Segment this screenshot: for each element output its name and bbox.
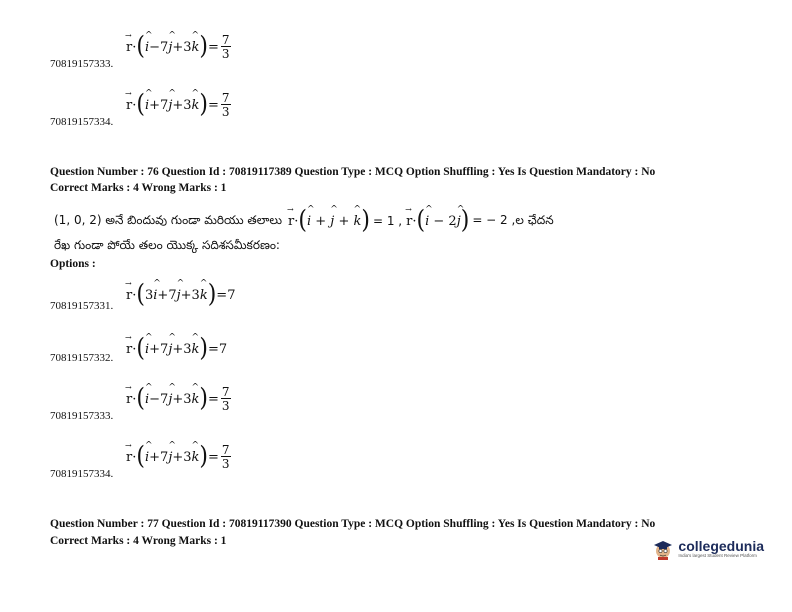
options-label: Options : <box>50 258 96 270</box>
question-header: Question Number : 77 Question Id : 70819117390 Question Type : MCQ Option Shuffling : Yes Is Question Mandatory : No <box>50 518 656 530</box>
question-text-line2: రేఖ గుండా పోయే తలం యొక్క సదిశసమీకరణం: <box>54 238 280 252</box>
option-id: 70819157333. <box>50 410 114 422</box>
logo-name: collegedunia <box>678 538 764 555</box>
logo-tagline: India's largest Student Review Platform <box>678 553 757 559</box>
collegedunia-logo <box>652 538 764 560</box>
option-expression: → r · ( 3 ^ i + 7 ^ j + 3 ^ k ) =7 <box>126 284 235 306</box>
question-text: (1, 0, 2) అనే బిందువు గుండా మరియు తలాలు → r · ( ^ i + ^ j + ^ k ) = 1 , → r · ( ^ i − 2 ^ j ) = − 2 ,ల ఛేదన <box>54 210 554 232</box>
option-expression: → r · ( ^ i + 7 ^ j + 3 ^ k ) = $\frac{7}{3}$ <box>126 92 231 118</box>
question-marks: Correct Marks : 4 Wrong Marks : 1 <box>50 182 227 194</box>
question-marks: Correct Marks : 4 Wrong Marks : 1 <box>50 535 227 547</box>
option-id: 70819157331. <box>50 300 114 312</box>
option-expression: → r · ( ^ i − 7 ^ j + 3 ^ k ) = $\frac{7}{3}$ <box>126 386 231 412</box>
option-id: 70819157334. <box>50 468 114 480</box>
option-id: 70819157332. <box>50 352 114 364</box>
option-id: 70819157334. <box>50 116 114 128</box>
question-header: Question Number : 76 Question Id : 70819117389 Question Type : MCQ Option Shuffling : Yes Is Question Mandatory : No <box>50 166 656 178</box>
option-expression: → r · ( ^ i − 7 ^ j + 3 ^ k ) = $\frac{7}{3}$ <box>126 34 231 60</box>
graduate-mascot-icon <box>652 538 674 560</box>
option-expression: → r · ( ^ i + 7 ^ j + 3 ^ k ) = $\frac{7}{3}$ <box>126 444 231 470</box>
option-id: 70819157333. <box>50 58 114 70</box>
option-expression: → r · ( ^ i + 7 ^ j + 3 ^ k ) =7 <box>126 338 227 360</box>
